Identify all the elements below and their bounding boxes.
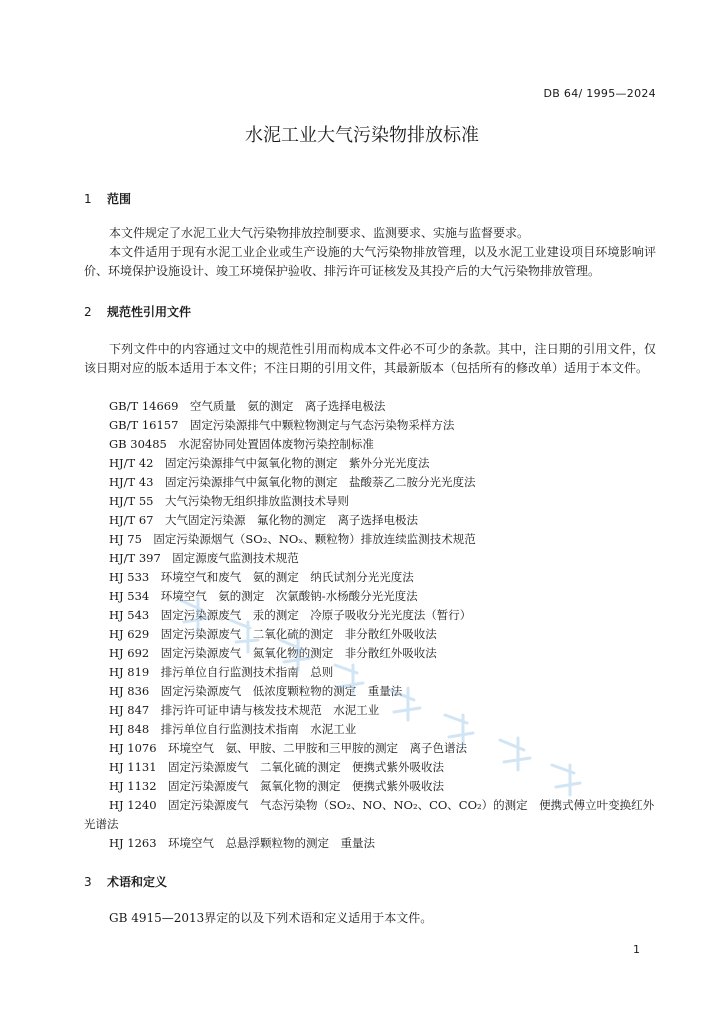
references-intro: 下列文件中的内容通过文中的规范性引用而构成本文件必不可少的条款。其中，注日期的引用文件，仅该日期对应的版本适用于本文件；不注日期的引用文件，其最新版本（包括所有的修改单）适用于本文件。 xyxy=(84,342,656,375)
reference-list xyxy=(84,397,656,853)
reference-item: HJ 533 环境空气和废气 氨的测定 纳氏试剂分光光度法 xyxy=(109,570,414,584)
section-3-heading xyxy=(84,873,167,890)
reference-item: HJ 75 固定污染源烟气（SO₂、NOₓ、颗粒物）排放连续监测技术规范 xyxy=(109,532,476,546)
reference-item: GB 30485 水泥窑协同处置固体废物污染控制标准 xyxy=(109,437,374,451)
reference-item: HJ 1240 固定污染源废气 气态污染物（SO₂、NO、NO₂、CO、CO₂）的测定 便携式傅立叶变换红外光谱法 xyxy=(84,798,655,831)
reference-item: HJ 629 固定污染源废气 二氧化硫的测定 非分散红外吸收法 xyxy=(109,627,437,641)
reference-item: GB/T 14669 空气质量 氨的测定 离子选择电极法 xyxy=(109,399,386,413)
document-title: 水泥工业大气污染物排放标准 xyxy=(245,125,479,146)
reference-item: HJ 848 排污单位自行监测技术指南 水泥工业 xyxy=(109,722,357,736)
scope-paragraph-1: 本文件规定了水泥工业大气污染物排放控制要求、监测要求、实施与监督要求。 xyxy=(109,226,530,240)
reference-item: HJ 819 排污单位自行监测技术指南 总则 xyxy=(109,665,334,679)
reference-item: GB/T 16157 固定污染源排气中颗粒物测定与气态污染物采样方法 xyxy=(109,418,455,432)
section-number: 1 xyxy=(84,192,92,206)
reference-item: HJ/T 55 大气污染物无组织排放监测技术导则 xyxy=(109,494,349,508)
section-title: 术语和定义 xyxy=(107,875,168,889)
reference-item: HJ/T 42 固定污染源排气中氮氧化物的测定 紫外分光光度法 xyxy=(109,456,430,470)
terms-paragraph: GB 4915—2013界定的以及下列术语和定义适用于本文件。 xyxy=(109,911,433,925)
section-1-heading xyxy=(84,190,131,207)
reference-item: HJ 534 环境空气 氨的测定 次氯酸钠-水杨酸分光光度法 xyxy=(109,589,418,603)
reference-item: HJ 836 固定污染源废气 低浓度颗粒物的测定 重量法 xyxy=(109,684,403,698)
page-number: 1 xyxy=(633,943,640,956)
reference-item: HJ/T 67 大气固定污染源 氟化物的测定 离子选择电极法 xyxy=(109,513,418,527)
reference-item: HJ 1076 环境空气 氨、甲胺、二甲胺和三甲胺的测定 离子色谱法 xyxy=(109,741,468,755)
reference-item: HJ 1132 固定污染源废气 氮氧化物的测定 便携式紫外吸收法 xyxy=(109,779,445,793)
scope-paragraph-2: 本文件适用于现有水泥工业企业或生产设施的大气污染物排放管理，以及水泥工业建设项目环境影响评价、环境保护设施设计、竣工环境保护验收、排污许可证核发及其投产后的大气污染物排放管理。 xyxy=(84,245,656,278)
reference-item: HJ/T 397 固定源废气监测技术规范 xyxy=(109,551,299,565)
section-number: 3 xyxy=(84,875,92,889)
reference-item: HJ 692 固定污染源废气 氮氧化物的测定 非分散红外吸收法 xyxy=(109,646,437,660)
section-title: 范围 xyxy=(107,192,132,206)
section-number: 2 xyxy=(84,305,92,319)
section-title: 规范性引用文件 xyxy=(107,305,192,319)
reference-item: HJ 543 固定污染源废气 汞的测定 冷原子吸收分光光度法（暂行） xyxy=(109,608,472,622)
reference-item: HJ 1131 固定污染源废气 二氧化硫的测定 便携式紫外吸收法 xyxy=(109,760,445,774)
reference-item: HJ 847 排污许可证申请与核发技术规范 水泥工业 xyxy=(109,703,380,717)
document-code: DB 64/ 1995—2024 xyxy=(543,87,656,100)
reference-item: HJ 1263 环境空气 总悬浮颗粒物的测定 重量法 xyxy=(109,836,376,850)
section-2-heading xyxy=(84,303,191,320)
reference-item: HJ/T 43 固定污染源排气中氮氧化物的测定 盐酸萘乙二胺分光光度法 xyxy=(109,475,476,489)
